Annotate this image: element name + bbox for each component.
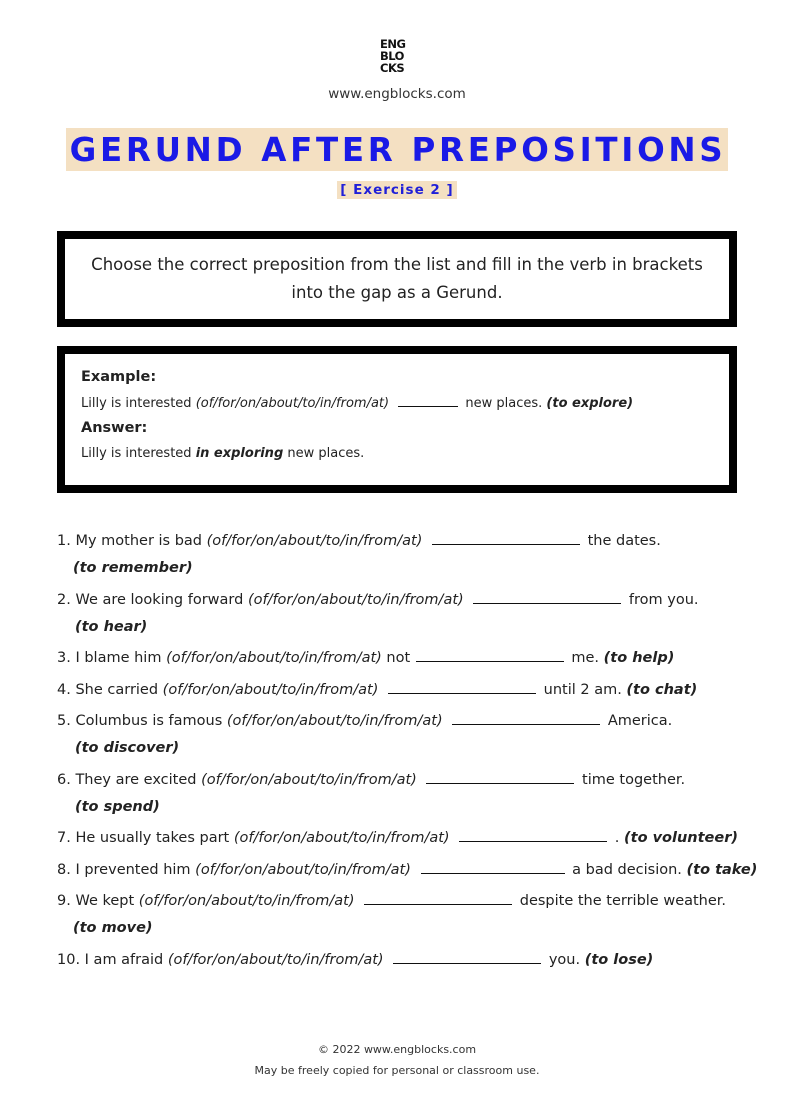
- question-7: [57, 828, 757, 848]
- question-3: [57, 648, 757, 668]
- question-prepositions: (of/for/on/about/to/in/from/at): [138, 893, 355, 909]
- answer-sentence: [81, 445, 729, 463]
- question-hint: (to take): [686, 862, 758, 878]
- question-6: [57, 770, 757, 817]
- question-number: 2.: [57, 592, 71, 608]
- example-gap: [398, 393, 458, 407]
- title-wrap: [0, 128, 794, 171]
- answer-gap[interactable]: [393, 950, 541, 964]
- question-number: 10.: [57, 952, 81, 968]
- question-start: I am afraid: [84, 952, 164, 968]
- question-start: I blame him: [75, 650, 162, 666]
- answer-gap[interactable]: [452, 711, 600, 725]
- question-2: [57, 590, 757, 637]
- question-prepositions: (of/for/on/about/to/in/from/at): [162, 682, 379, 698]
- question-start: I prevented him: [75, 862, 191, 878]
- question-end: from you.: [628, 592, 699, 608]
- question-hint: (to lose): [584, 952, 654, 968]
- question-start: My mother is bad: [75, 533, 203, 549]
- question-end: America.: [607, 713, 673, 729]
- question-hint: (to chat): [626, 682, 698, 698]
- logo-line-3: CKS: [380, 61, 405, 75]
- question-mid: not: [386, 650, 411, 666]
- answer-start: Lilly is interested: [81, 446, 192, 461]
- answer-gap[interactable]: [473, 590, 621, 604]
- instruction-text: Choose the correct preposition from the list and fill in the verb in brackets into the gap as a Gerund.: [91, 255, 703, 302]
- logo-line-2: BLO: [380, 49, 404, 63]
- footer-note: May be freely copied for personal or classroom use.: [254, 1064, 540, 1077]
- question-number: 7.: [57, 830, 71, 846]
- question-prepositions: (of/for/on/about/to/in/from/at): [201, 772, 417, 788]
- example-prepositions: (of/for/on/about/to/in/from/at): [195, 396, 390, 411]
- question-prepositions: (of/for/on/about/to/in/from/at): [226, 713, 443, 729]
- question-prepositions: (of/for/on/about/to/in/from/at): [167, 952, 384, 968]
- question-end: time together.: [582, 772, 686, 788]
- question-hint: (to remember): [73, 560, 193, 576]
- example-end: new places.: [465, 396, 543, 411]
- question-start: We kept: [75, 893, 135, 909]
- example-label: Example:: [81, 369, 157, 385]
- question-start: Columbus is famous: [75, 713, 223, 729]
- answer-gap[interactable]: [421, 860, 565, 874]
- question-number: 3.: [57, 650, 71, 666]
- question-number: 1.: [57, 533, 71, 549]
- question-hint: (to volunteer): [624, 830, 738, 846]
- exercise-subtitle: [ Exercise 2 ]: [337, 181, 456, 199]
- question-hint: (to move): [73, 920, 153, 936]
- answer-gap[interactable]: [388, 680, 536, 694]
- site-url: www.engblocks.com: [328, 86, 466, 102]
- question-end: me.: [571, 650, 600, 666]
- question-10: [57, 950, 757, 970]
- example-start: Lilly is interested: [81, 396, 192, 411]
- question-end: .: [614, 830, 620, 846]
- answer-gap[interactable]: [364, 891, 512, 905]
- engblocks-logo: [380, 38, 416, 74]
- example-sentence: [81, 393, 729, 413]
- question-number: 9.: [57, 893, 71, 909]
- question-start: He usually takes part: [75, 830, 230, 846]
- question-hint: (to help): [603, 650, 675, 666]
- subtitle-wrap: [0, 179, 794, 199]
- question-number: 6.: [57, 772, 71, 788]
- question-number: 5.: [57, 713, 71, 729]
- page-title: GERUND AFTER PREPOSITIONS: [66, 128, 729, 171]
- question-hint: (to hear): [75, 619, 148, 635]
- question-end: until 2 am.: [543, 682, 622, 698]
- question-8: [57, 860, 757, 880]
- question-number: 4.: [57, 682, 71, 698]
- answer-gap[interactable]: [416, 648, 564, 662]
- question-prepositions: (of/for/on/about/to/in/from/at): [195, 862, 411, 878]
- question-start: She carried: [75, 682, 159, 698]
- example-hint: (to explore): [546, 396, 634, 411]
- question-4: [57, 680, 757, 700]
- question-prepositions: (of/for/on/about/to/in/from/at): [166, 650, 382, 666]
- answer-gap[interactable]: [432, 531, 580, 545]
- footer-copyright: © 2022 www.engblocks.com: [317, 1043, 477, 1056]
- question-end: the dates.: [587, 533, 661, 549]
- question-1: [57, 531, 757, 578]
- question-prepositions: (of/for/on/about/to/in/from/at): [206, 533, 423, 549]
- answer-gap[interactable]: [426, 770, 574, 784]
- question-9: [57, 891, 757, 938]
- question-prepositions: (of/for/on/about/to/in/from/at): [233, 830, 450, 846]
- question-hint: (to spend): [75, 799, 160, 815]
- question-end: a bad decision.: [572, 862, 682, 878]
- answer-gap[interactable]: [459, 828, 607, 842]
- question-hint: (to discover): [75, 740, 180, 756]
- question-number: 8.: [57, 862, 71, 878]
- question-end: despite the terrible weather.: [519, 893, 727, 909]
- question-start: They are excited: [75, 772, 197, 788]
- answer-bold: in exploring: [195, 446, 284, 461]
- question-5: [57, 711, 757, 758]
- example-box: [57, 346, 737, 493]
- logo-line-1: ENG: [380, 37, 406, 51]
- answer-label: Answer:: [81, 420, 148, 436]
- answer-end: new places.: [287, 446, 365, 461]
- instruction-box: [57, 231, 737, 327]
- question-end: you.: [548, 952, 581, 968]
- question-start: We are looking forward: [75, 592, 244, 608]
- question-prepositions: (of/for/on/about/to/in/from/at): [247, 592, 464, 608]
